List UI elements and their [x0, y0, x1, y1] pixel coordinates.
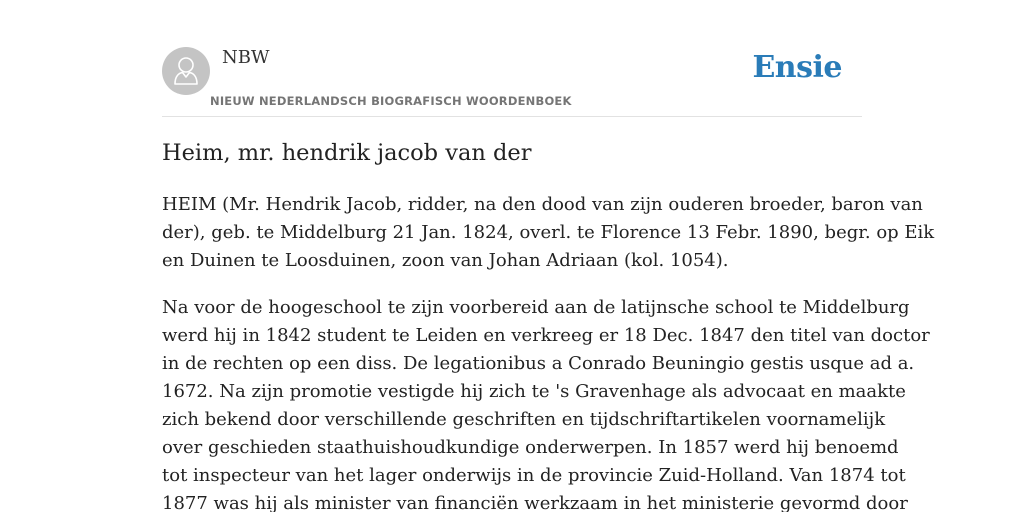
- paragraph-2: [162, 294, 930, 512]
- source-subtitle: NIEUW NEDERLANDSCH BIOGRAFISCH WOORDENBOEK: [210, 94, 572, 108]
- text-line: tot inspecteur van het lager onderwijs in de provincie Zuid-Holland. Van 1874 tot: [162, 465, 906, 486]
- article-body: [162, 191, 935, 512]
- paragraph-1: [162, 191, 935, 275]
- text-line: over geschieden staathuishoudkundige onderwerpen. In 1857 werd hij benoemd: [162, 437, 899, 458]
- ensie-logo[interactable]: Ensie: [752, 50, 842, 85]
- text-line: der), geb. te Middelburg 21 Jan. 1824, overl. te Florence 13 Febr. 1890, begr. op Eik: [162, 222, 935, 243]
- source-name[interactable]: NBW: [222, 47, 270, 68]
- text-line: HEIM (Mr. Hendrik Jacob, ridder, na den dood van zijn ouderen broeder, baron van: [162, 194, 923, 215]
- source-header: [162, 46, 862, 117]
- text-line: werd hij in 1842 student te Leiden en verkreeg er 18 Dec. 1847 den titel van doctor: [162, 325, 930, 346]
- text-line: en Duinen te Loosduinen, zoon van Johan Adriaan (kol. 1054).: [162, 250, 729, 271]
- user-icon: [173, 56, 199, 86]
- text-line: 1672. Na zijn promotie vestigde hij zich te 's Gravenhage als advocaat en maakte: [162, 381, 906, 402]
- text-line: zich bekend door verschillende geschriften en tijdschriftartikelen voornamelijk: [162, 409, 886, 430]
- text-line: 1877 was hij als minister van financiën werkzaam in het ministerie gevormd door: [162, 493, 908, 512]
- avatar[interactable]: [162, 47, 210, 95]
- article-title: Heim, mr. hendrik jacob van der: [162, 140, 532, 166]
- text-line: in de rechten op een diss. De legationibus a Conrado Beuningio gestis usque ad a.: [162, 353, 915, 374]
- text-line: Na voor de hoogeschool te zijn voorbereid aan de latijnsche school te Middelburg: [162, 297, 910, 318]
